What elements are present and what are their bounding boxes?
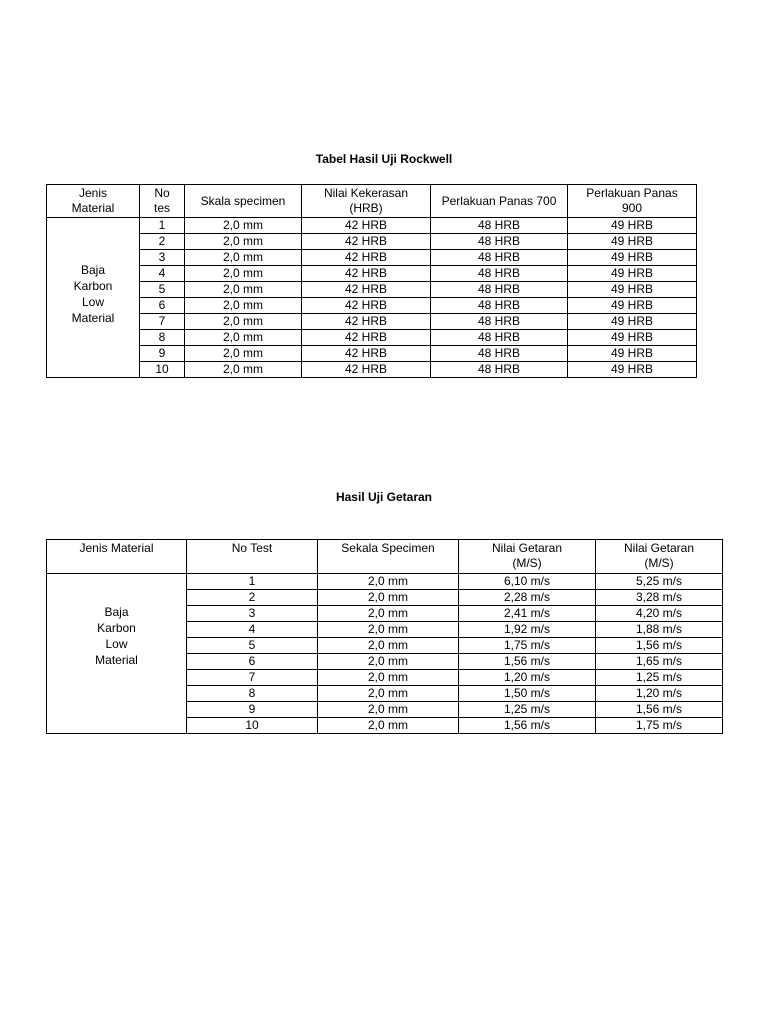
heat-900-cell: 49 HRB xyxy=(568,298,697,314)
header-heat-900 xyxy=(568,185,697,218)
heat-900-cell: 49 HRB xyxy=(568,362,697,378)
header-no xyxy=(140,185,185,218)
header-vibration-2 xyxy=(596,540,723,574)
header-heat900-line1: Perlakuan Panas xyxy=(586,186,678,200)
hardness-cell: 42 HRB xyxy=(302,330,431,346)
material-line: Material xyxy=(71,310,115,325)
header-vib2-line2: (M/S) xyxy=(644,556,674,570)
test-number-cell: 8 xyxy=(187,686,318,702)
header-vib1-line2: (M/S) xyxy=(512,556,542,570)
heat-700-cell: 48 HRB xyxy=(431,330,568,346)
heat-700-cell: 48 HRB xyxy=(431,346,568,362)
heat-700-cell: 48 HRB xyxy=(431,282,568,298)
table-row xyxy=(47,346,697,362)
material-line: Karbon xyxy=(97,621,136,635)
material-cell xyxy=(47,574,187,734)
test-number-cell: 5 xyxy=(140,282,185,298)
header-no-test: No Test xyxy=(187,540,318,574)
scale-cell: 2,0 mm xyxy=(185,346,302,362)
header-material xyxy=(47,185,140,218)
vibration-table-title: Hasil Uji Getaran xyxy=(335,490,433,504)
scale-cell: 2,0 mm xyxy=(318,702,459,718)
heat-900-cell: 49 HRB xyxy=(568,314,697,330)
scale-cell: 2,0 mm xyxy=(318,670,459,686)
test-number-cell: 10 xyxy=(140,362,185,378)
hardness-cell: 42 HRB xyxy=(302,218,431,234)
vibration-1-cell: 1,56 m/s xyxy=(459,718,596,734)
test-number-cell: 1 xyxy=(187,574,318,590)
material-line: Low xyxy=(81,294,104,309)
header-vibration-1 xyxy=(459,540,596,574)
table-row xyxy=(47,330,697,346)
scale-cell: 2,0 mm xyxy=(185,330,302,346)
scale-cell: 2,0 mm xyxy=(318,654,459,670)
scale-cell: 2,0 mm xyxy=(318,574,459,590)
vibration-1-cell: 1,75 m/s xyxy=(459,638,596,654)
vibration-1-cell: 1,25 m/s xyxy=(459,702,596,718)
test-number-cell: 9 xyxy=(187,702,318,718)
header-hardness-line2: (HRB) xyxy=(349,201,383,215)
scale-cell: 2,0 mm xyxy=(318,686,459,702)
scale-cell: 2,0 mm xyxy=(318,606,459,622)
header-material-line1: Jenis xyxy=(78,186,107,200)
header-hardness-line1: Nilai Kekerasan xyxy=(323,186,409,200)
heat-700-cell: 48 HRB xyxy=(431,250,568,266)
vibration-2-cell: 5,25 m/s xyxy=(596,574,723,590)
scale-cell: 2,0 mm xyxy=(185,218,302,234)
heat-700-cell: 48 HRB xyxy=(431,218,568,234)
scale-cell: 2,0 mm xyxy=(185,282,302,298)
test-number-cell: 4 xyxy=(140,266,185,282)
vibration-2-cell: 1,20 m/s xyxy=(596,686,723,702)
table-row xyxy=(47,234,697,250)
table-row xyxy=(47,266,697,282)
scale-cell: 2,0 mm xyxy=(185,234,302,250)
vibration-1-cell: 1,50 m/s xyxy=(459,686,596,702)
test-number-cell: 3 xyxy=(187,606,318,622)
scale-cell: 2,0 mm xyxy=(185,362,302,378)
scale-cell: 2,0 mm xyxy=(185,298,302,314)
test-number-cell: 8 xyxy=(140,330,185,346)
hardness-cell: 42 HRB xyxy=(302,346,431,362)
material-line: Baja xyxy=(104,605,129,619)
table-row xyxy=(47,574,723,590)
header-hardness xyxy=(302,185,431,218)
material-line: Low xyxy=(105,637,128,651)
header-vib1-line1: Nilai Getaran xyxy=(491,541,563,555)
vibration-2-cell: 1,56 m/s xyxy=(596,638,723,654)
heat-700-cell: 48 HRB xyxy=(431,362,568,378)
vibration-1-cell: 1,20 m/s xyxy=(459,670,596,686)
table-row xyxy=(47,250,697,266)
vibration-1-cell: 1,56 m/s xyxy=(459,654,596,670)
header-material-line2: Material xyxy=(71,201,115,215)
vibration-2-cell: 4,20 m/s xyxy=(596,606,723,622)
vibration-2-cell: 1,56 m/s xyxy=(596,702,723,718)
heat-900-cell: 49 HRB xyxy=(568,346,697,362)
test-number-cell: 1 xyxy=(140,218,185,234)
test-number-cell: 3 xyxy=(140,250,185,266)
test-number-cell: 10 xyxy=(187,718,318,734)
table-row xyxy=(47,218,697,234)
scale-cell: 2,0 mm xyxy=(185,250,302,266)
header-no-line2: tes xyxy=(153,201,170,215)
vibration-2-cell: 1,88 m/s xyxy=(596,622,723,638)
hardness-cell: 42 HRB xyxy=(302,266,431,282)
test-number-cell: 9 xyxy=(140,346,185,362)
vibration-1-cell: 6,10 m/s xyxy=(459,574,596,590)
material-cell xyxy=(47,218,140,378)
header-heat900-line2: 900 xyxy=(621,201,643,215)
hardness-cell: 42 HRB xyxy=(302,314,431,330)
test-number-cell: 4 xyxy=(187,622,318,638)
header-scale: Skala specimen xyxy=(185,185,302,218)
vibration-1-cell: 2,41 m/s xyxy=(459,606,596,622)
rockwell-table-title: Tabel Hasil Uji Rockwell xyxy=(315,152,453,166)
header-vib2-line1: Nilai Getaran xyxy=(623,541,695,555)
vibration-header-row xyxy=(47,540,723,574)
scale-cell: 2,0 mm xyxy=(185,314,302,330)
table-row xyxy=(47,314,697,330)
scale-cell: 2,0 mm xyxy=(318,638,459,654)
heat-700-cell: 48 HRB xyxy=(431,314,568,330)
header-scale: Sekala Specimen xyxy=(318,540,459,574)
material-line: Karbon xyxy=(73,278,113,293)
header-material: Jenis Material xyxy=(47,540,187,574)
test-number-cell: 7 xyxy=(187,670,318,686)
vibration-2-cell: 1,65 m/s xyxy=(596,654,723,670)
test-number-cell: 5 xyxy=(187,638,318,654)
test-number-cell: 6 xyxy=(187,654,318,670)
hardness-cell: 42 HRB xyxy=(302,250,431,266)
hardness-cell: 42 HRB xyxy=(302,298,431,314)
heat-900-cell: 49 HRB xyxy=(568,250,697,266)
vibration-1-cell: 2,28 m/s xyxy=(459,590,596,606)
header-heat-700: Perlakuan Panas 700 xyxy=(431,185,568,218)
material-line: Material xyxy=(95,653,138,667)
header-no-line1: No xyxy=(154,186,170,200)
vibration-table xyxy=(46,539,723,734)
scale-cell: 2,0 mm xyxy=(185,266,302,282)
test-number-cell: 2 xyxy=(140,234,185,250)
rockwell-header-row xyxy=(47,185,697,218)
test-number-cell: 6 xyxy=(140,298,185,314)
test-number-cell: 2 xyxy=(187,590,318,606)
table-row xyxy=(47,282,697,298)
heat-900-cell: 49 HRB xyxy=(568,266,697,282)
heat-900-cell: 49 HRB xyxy=(568,282,697,298)
hardness-cell: 42 HRB xyxy=(302,234,431,250)
table-row xyxy=(47,298,697,314)
heat-700-cell: 48 HRB xyxy=(431,234,568,250)
hardness-cell: 42 HRB xyxy=(302,282,431,298)
heat-900-cell: 49 HRB xyxy=(568,218,697,234)
test-number-cell: 7 xyxy=(140,314,185,330)
rockwell-table xyxy=(46,184,697,378)
heat-700-cell: 48 HRB xyxy=(431,298,568,314)
scale-cell: 2,0 mm xyxy=(318,622,459,638)
hardness-cell: 42 HRB xyxy=(302,362,431,378)
vibration-2-cell: 1,25 m/s xyxy=(596,670,723,686)
heat-900-cell: 49 HRB xyxy=(568,330,697,346)
scale-cell: 2,0 mm xyxy=(318,590,459,606)
scale-cell: 2,0 mm xyxy=(318,718,459,734)
vibration-1-cell: 1,92 m/s xyxy=(459,622,596,638)
table-row xyxy=(47,362,697,378)
vibration-2-cell: 1,75 m/s xyxy=(596,718,723,734)
material-line: Baja xyxy=(80,262,106,277)
heat-700-cell: 48 HRB xyxy=(431,266,568,282)
vibration-2-cell: 3,28 m/s xyxy=(596,590,723,606)
heat-900-cell: 49 HRB xyxy=(568,234,697,250)
